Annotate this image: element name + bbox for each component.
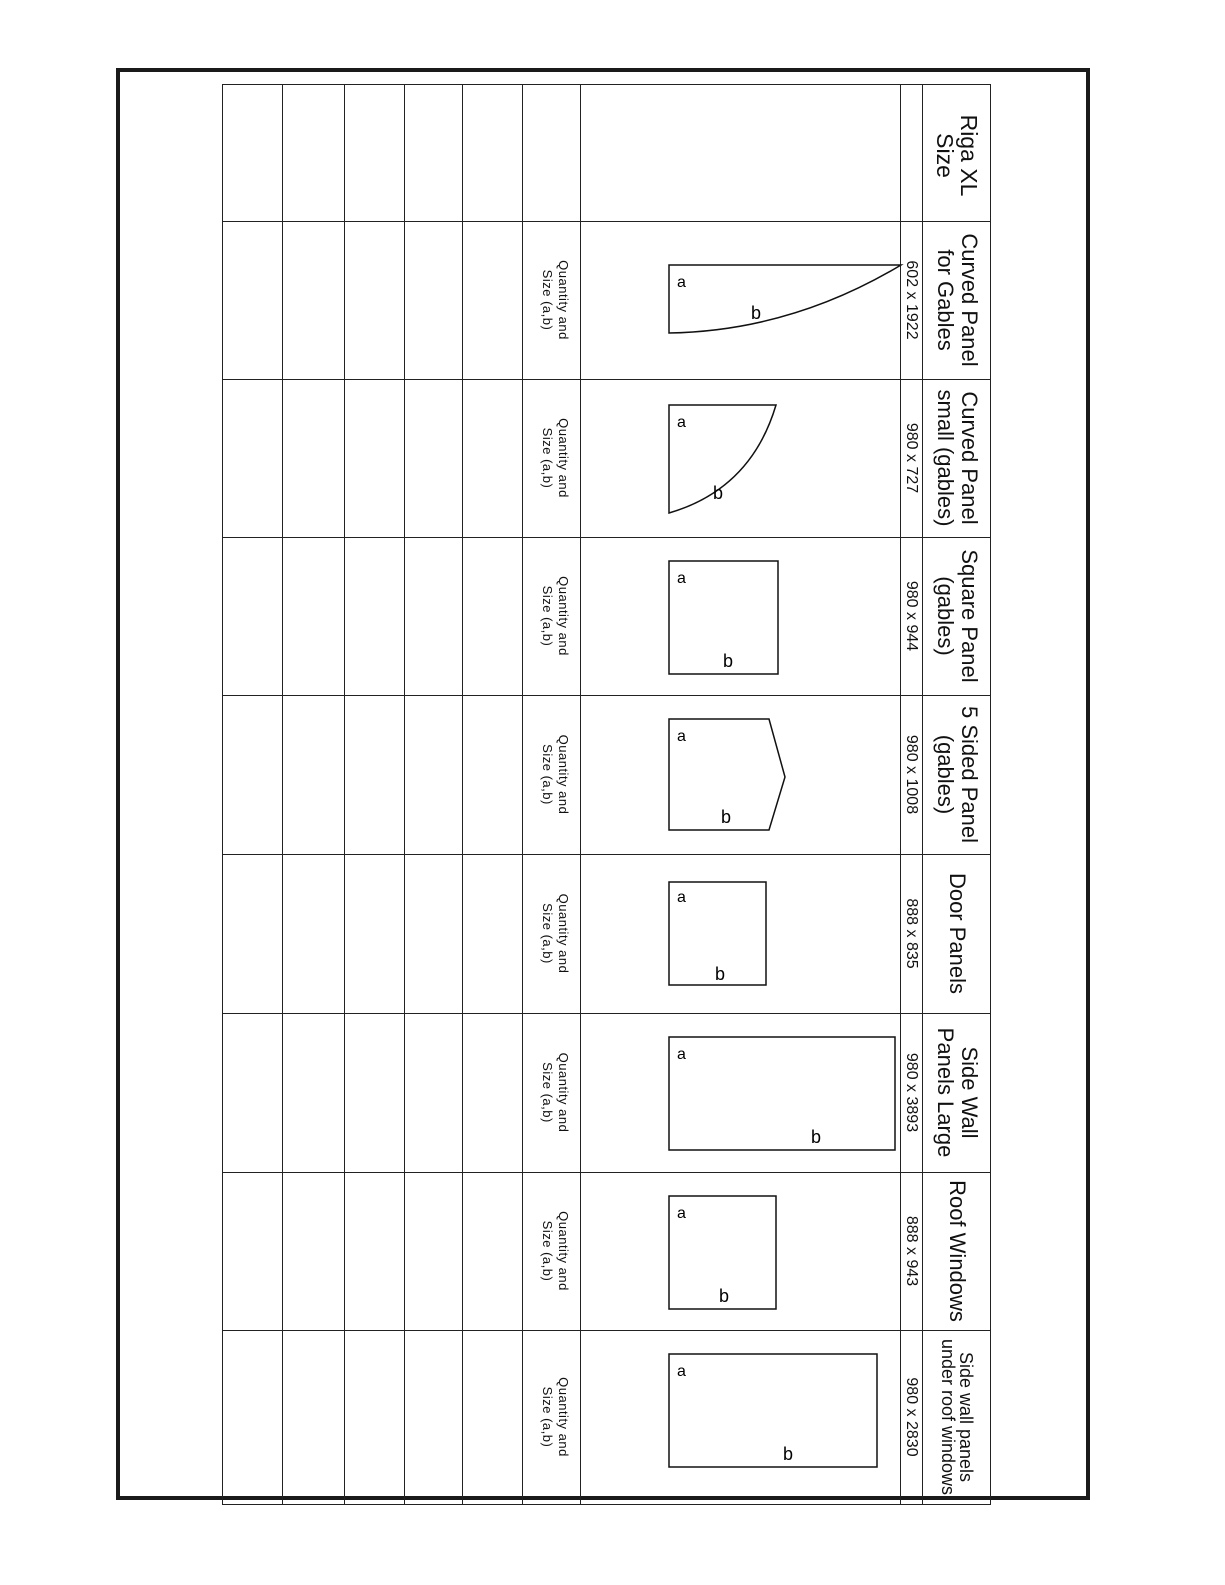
size-square-panel: 980 x 944 <box>903 580 920 652</box>
dimension-label-a: a <box>677 728 686 745</box>
dimension-label-a: a <box>677 1363 686 1380</box>
dimension-label-a: a <box>677 414 686 431</box>
side-wall-under-roof-diagram <box>581 1330 901 1504</box>
dimension-label-b: b <box>723 651 734 671</box>
table-rule <box>222 1504 991 1505</box>
quantity-label: Quantity and <box>556 893 571 974</box>
dimension-label-a: a <box>677 1205 686 1222</box>
size-ab-label: Size (a,b) <box>540 744 555 805</box>
header-5-sided-panel: 5 Sided Panel (gables) <box>933 706 982 843</box>
quantity-label: Quantity and <box>556 1377 571 1457</box>
size-roof-windows: 888 x 943 <box>903 1215 920 1287</box>
header-door-panels: Door Panels <box>945 872 970 995</box>
header-roof-windows: Roof Windows <box>945 1180 970 1322</box>
size-ab-label: Size (a,b) <box>540 427 555 489</box>
size-ab-label: Size (a,b) <box>540 903 555 964</box>
curved-panel-small-diagram <box>581 379 901 537</box>
panel-size-table <box>222 84 991 1504</box>
dimension-label-b: b <box>751 303 762 323</box>
dimension-label-a: a <box>677 1046 686 1063</box>
dimension-label-b: b <box>719 1286 730 1306</box>
size-ab-label: Size (a,b) <box>540 1220 555 1282</box>
header-side-wall-under-roof: Side wall panels under roof windows <box>938 1338 976 1496</box>
dimension-label-b: b <box>811 1127 822 1147</box>
size-5-sided-panel: 980 x 1008 <box>903 734 920 815</box>
size-curved-panel-small: 980 x 727 <box>903 422 920 494</box>
quantity-size-label <box>527 854 583 1013</box>
dimension-label-b: b <box>713 483 724 503</box>
header-curved-panel-gables: Curved Panel for Gables <box>933 233 982 367</box>
square-panel-diagram <box>581 537 901 695</box>
quantity-size-label <box>527 695 583 854</box>
size-ab-label: Size (a,b) <box>540 1062 555 1123</box>
dimension-label-b: b <box>715 964 726 984</box>
quantity-size-label <box>527 1172 583 1330</box>
size-ab-label: Size (a,b) <box>540 585 555 647</box>
size-door-panels: 888 x 835 <box>903 898 920 969</box>
header-curved-panel-small: Curved Panel small (gables) <box>933 389 982 527</box>
table-rule <box>922 84 923 1504</box>
header-square-panel: Square Panel (gables) <box>933 549 982 683</box>
quantity-size-label <box>527 221 583 379</box>
dimension-label-b: b <box>721 807 732 827</box>
table-title: Riga XL Size <box>932 114 982 197</box>
size-side-wall-under-roof: 980 x 2830 <box>903 1377 920 1457</box>
roof-window-diagram <box>581 1172 901 1330</box>
dimension-label-a: a <box>677 274 686 291</box>
size-ab-label: Size (a,b) <box>540 269 555 331</box>
quantity-label: Quantity and <box>556 734 571 815</box>
size-curved-panel-gables: 602 x 1922 <box>903 260 920 340</box>
header-side-wall-panels-large: Side Wall Panels Large <box>933 1027 982 1158</box>
size-side-wall-panels-large: 980 x 3893 <box>903 1052 920 1133</box>
quantity-label: Quantity and <box>556 1211 571 1291</box>
table-rule <box>990 84 991 1504</box>
pentagon-panel-diagram <box>581 695 901 854</box>
quantity-label: Quantity and <box>556 260 571 340</box>
size-ab-label: Size (a,b) <box>540 1386 555 1448</box>
quantity-size-label <box>527 379 583 537</box>
quantity-size-label <box>527 1330 583 1504</box>
blank-entry-rows[interactable] <box>223 84 523 1504</box>
quantity-label: Quantity and <box>556 418 571 498</box>
quantity-label: Quantity and <box>556 1052 571 1133</box>
dimension-label-a: a <box>677 889 686 906</box>
quantity-size-label <box>527 1013 583 1172</box>
dimension-label-b: b <box>783 1444 794 1464</box>
quantity-size-label <box>527 537 583 695</box>
quantity-label: Quantity and <box>556 576 571 656</box>
curved-panel-large-diagram <box>581 221 901 379</box>
door-panel-diagram <box>581 854 901 1013</box>
side-wall-large-diagram <box>581 1013 901 1172</box>
dimension-label-a: a <box>677 570 686 587</box>
